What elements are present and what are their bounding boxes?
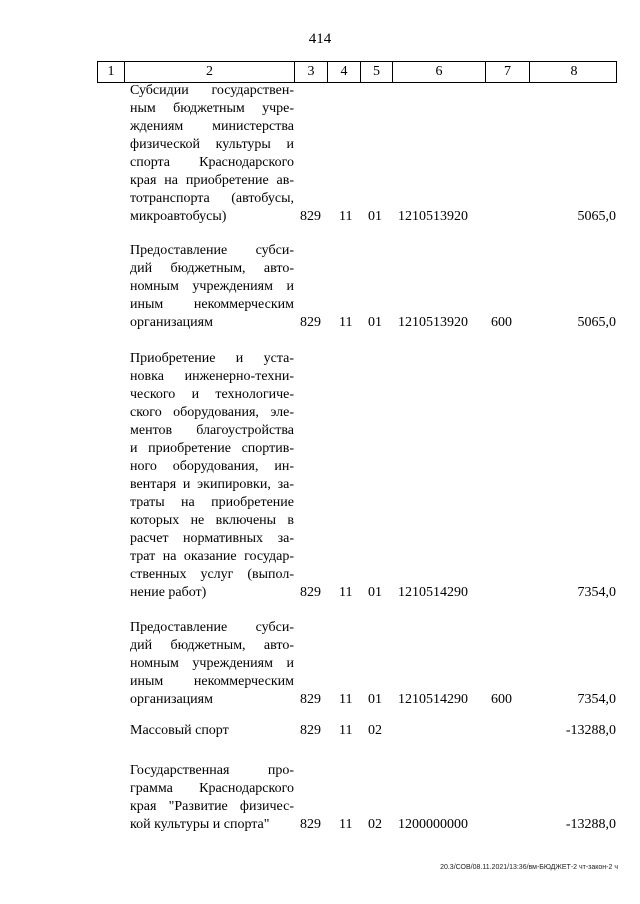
- header-col-5: 5: [361, 62, 393, 82]
- cell-col-6: 1210513920: [398, 209, 468, 224]
- cell-col-8: -13288,0: [565, 723, 616, 738]
- header-col-4: 4: [328, 62, 361, 82]
- description-line: Предоставление субси-: [130, 243, 294, 258]
- cell-col-3: 829: [300, 585, 321, 600]
- cell-col-4: 11: [339, 817, 353, 832]
- description-line: трат на оказание государ-: [130, 549, 294, 564]
- cell-col-8: 7354,0: [577, 692, 616, 707]
- cell-col-6: 1200000000: [398, 817, 468, 832]
- description-line: и приобретение спортив-: [130, 441, 294, 456]
- description-line: расчет нормативных за-: [130, 531, 294, 546]
- description-line: грамма Краснодарского: [130, 781, 294, 796]
- header-col-1: 1: [98, 62, 125, 82]
- cell-col-4: 11: [339, 585, 353, 600]
- cell-col-4: 11: [339, 723, 353, 738]
- description-line: организациям: [130, 315, 213, 330]
- cell-col-7: 600: [491, 315, 512, 330]
- description-line: спорта Краснодарского: [130, 155, 294, 170]
- cell-col-8: 5065,0: [577, 315, 616, 330]
- description-line: номным учреждениям и: [130, 279, 294, 294]
- description-line: физической культуры и: [130, 137, 294, 152]
- description-line: ждениям министерства: [130, 119, 294, 134]
- description-line: нение работ): [130, 585, 207, 600]
- cell-col-5: 01: [368, 209, 382, 224]
- description-line: Государственная про-: [130, 763, 294, 778]
- description-line: ным бюджетным учре-: [130, 101, 294, 116]
- description-line: организациям: [130, 692, 213, 707]
- cell-col-3: 829: [300, 723, 321, 738]
- row-description: [130, 722, 294, 740]
- cell-col-3: 829: [300, 209, 321, 224]
- description-line: новка инженерно-техни-: [130, 369, 294, 384]
- description-line: микроавтобусы): [130, 209, 227, 224]
- description-line: иным некоммерческим: [130, 674, 294, 689]
- row-description: [130, 762, 294, 834]
- header-col-8: 8: [570, 64, 578, 79]
- description-line: ментов благоустройства: [130, 423, 294, 438]
- cell-col-5: 01: [368, 585, 382, 600]
- description-line: траты на приобретение: [130, 495, 294, 510]
- cell-col-4: 11: [339, 692, 353, 707]
- cell-col-6: 1210514290: [398, 692, 468, 707]
- cell-col-6: 1210514290: [398, 585, 468, 600]
- footer-stamp: 20.3/СОВ/08.11.2021/13:36/вм-БЮДЖЕТ-2 чт-закон-2 ч: [440, 864, 618, 871]
- header-col-6: 6: [393, 62, 486, 82]
- cell-col-8: -13288,0: [565, 817, 616, 832]
- row-description: [130, 619, 294, 709]
- description-line: ственных услуг (выпол-: [130, 567, 294, 582]
- cell-col-7: 600: [491, 692, 512, 707]
- row-description: [130, 242, 294, 332]
- page-number: 414: [308, 31, 332, 47]
- description-line: номным учреждениям и: [130, 656, 294, 671]
- description-line: дий бюджетным, авто-: [130, 261, 294, 276]
- description-line: Субсидии государствен-: [130, 83, 294, 98]
- description-line: кой культуры и спорта": [130, 817, 270, 832]
- header-col-2: 2: [125, 62, 295, 82]
- description-line: которых не включены в: [130, 513, 294, 528]
- description-line: дий бюджетным, авто-: [130, 638, 294, 653]
- description-line: ческого и технологиче-: [130, 387, 294, 402]
- description-line: тотранспорта (автобусы,: [130, 191, 294, 206]
- table-header: [97, 61, 617, 83]
- cell-col-3: 829: [300, 315, 321, 330]
- description-line: края на приобретение ав-: [130, 173, 294, 188]
- cell-col-8: 7354,0: [577, 585, 616, 600]
- description-line: Предоставление субси-: [130, 620, 294, 635]
- description-line: Массовый спорт: [130, 723, 229, 738]
- description-line: иным некоммерческим: [130, 297, 294, 312]
- header-col-3: 3: [295, 62, 328, 82]
- description-line: вентаря и экипировки, за-: [130, 477, 294, 492]
- cell-col-3: 829: [300, 817, 321, 832]
- cell-col-3: 829: [300, 692, 321, 707]
- description-line: края "Развитие физичес-: [130, 799, 294, 814]
- cell-col-4: 11: [339, 209, 353, 224]
- cell-col-5: 01: [368, 692, 382, 707]
- cell-col-8: 5065,0: [577, 209, 616, 224]
- description-line: ного оборудования, ин-: [130, 459, 294, 474]
- row-description: [130, 82, 294, 226]
- row-description: [130, 350, 294, 602]
- cell-col-5: 02: [368, 723, 382, 738]
- description-line: ского оборудования, эле-: [130, 405, 294, 420]
- cell-col-6: 1210513920: [398, 315, 468, 330]
- cell-col-5: 01: [368, 315, 382, 330]
- cell-col-5: 02: [368, 817, 382, 832]
- header-col-7: 7: [486, 62, 530, 82]
- description-line: Приобретение и уста-: [130, 351, 294, 366]
- cell-col-4: 11: [339, 315, 353, 330]
